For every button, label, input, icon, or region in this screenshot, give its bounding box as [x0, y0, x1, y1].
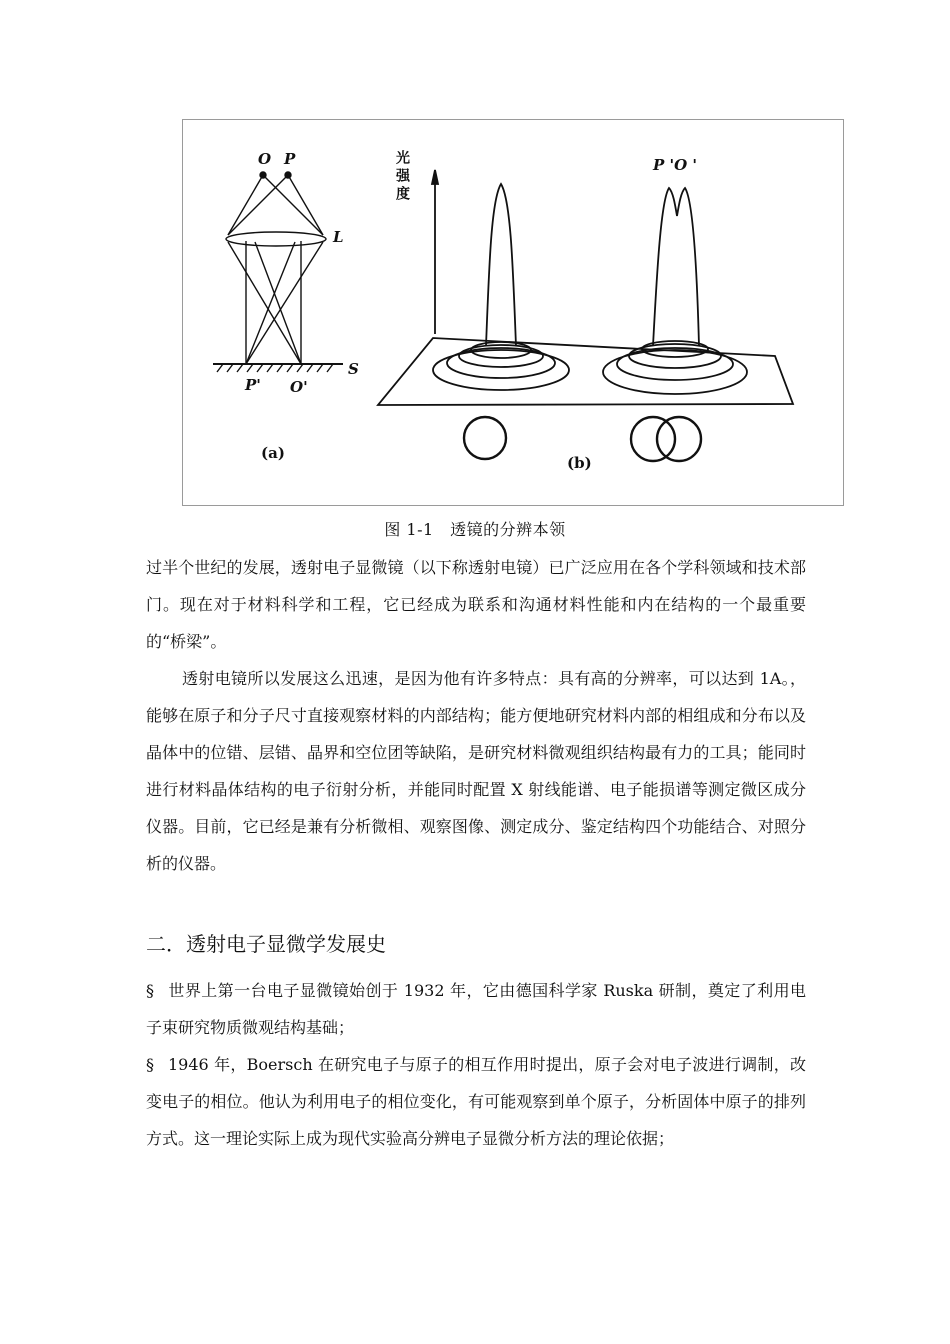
- lens-ellipse: [226, 232, 326, 246]
- label-p-image: P': [245, 376, 261, 394]
- overlap-disk-right: [657, 417, 701, 461]
- paragraph-2: 透射电镜所以发展这么迅速，是因为他有许多特点：具有高的分辨率，可以达到 1A。，能够在原子和分子尺寸直接观察材料的内部结构；能方便地研究材料内部的相组成和分布以及晶体中的位错、层错、晶界和空位团等缺陷，是研究材料微观组织结构最有力的工具；能同时进行材料晶体结构的电子衍射分析，并能同时配置 X 射线能谱、电子能损谱等测定微区成分仪器。目前，它已经是兼有分析微相、观察图像、测定成分、鉴定结构四个功能结合、对照分析的仪器。: [146, 669, 806, 873]
- label-o-image: O': [290, 378, 308, 396]
- panel-b-diagram: [378, 170, 793, 461]
- panel-a-diagram: [213, 172, 343, 372]
- label-l: L: [333, 228, 344, 246]
- section-heading: 二．透射电子显微学发展史: [146, 932, 386, 956]
- right-double-peak: [653, 188, 699, 346]
- section-mark: §: [146, 1055, 154, 1074]
- paragraph-1: 过半个世纪的发展，透射电子显微镜（以下称透射电镜）已广泛应用在各个学科领域和技术部门。现在对于材料科学和工程，它已经成为联系和沟通材料性能和内在结构的一个最重要的“桥梁”。: [146, 558, 806, 651]
- label-p: P: [284, 150, 296, 168]
- section-mark: §: [146, 981, 154, 1000]
- left-peak: [486, 184, 516, 346]
- overlap-disk-left: [631, 417, 675, 461]
- single-airy-disk: [464, 417, 506, 459]
- panel-a-caption: (a): [261, 444, 285, 462]
- label-o: O: [258, 150, 272, 168]
- panel-b-caption: (b): [567, 454, 592, 472]
- figure-caption: 图 1-1 透镜的分辨本领: [384, 520, 566, 539]
- bullet-2-text: 1946 年，Boersch 在研究电子与原子的相互作用时提出，原子会对电子波进行调制，改变电子的相位。他认为利用电子的相位变化，有可能观察到单个原子，分析固体中原子的排列方式。这一理论实际上成为现代实验高分辨电子显微分析方法的理论依据；: [146, 1055, 806, 1148]
- peak-labels: P 'O ': [653, 156, 697, 174]
- base-plane: [378, 338, 793, 405]
- bullet-item-2: [146, 1046, 806, 1157]
- intensity-axis-label: 光强度: [394, 150, 410, 204]
- bullet-1-text: 世界上第一台电子显微镜始创于 1932 年，它由德国科学家 Ruska 研制，奠定了利用电子束研究物质微观结构基础；: [146, 981, 806, 1037]
- label-s: S: [348, 360, 359, 378]
- bullet-item-1: [146, 972, 806, 1046]
- figure-1-1: [182, 119, 844, 506]
